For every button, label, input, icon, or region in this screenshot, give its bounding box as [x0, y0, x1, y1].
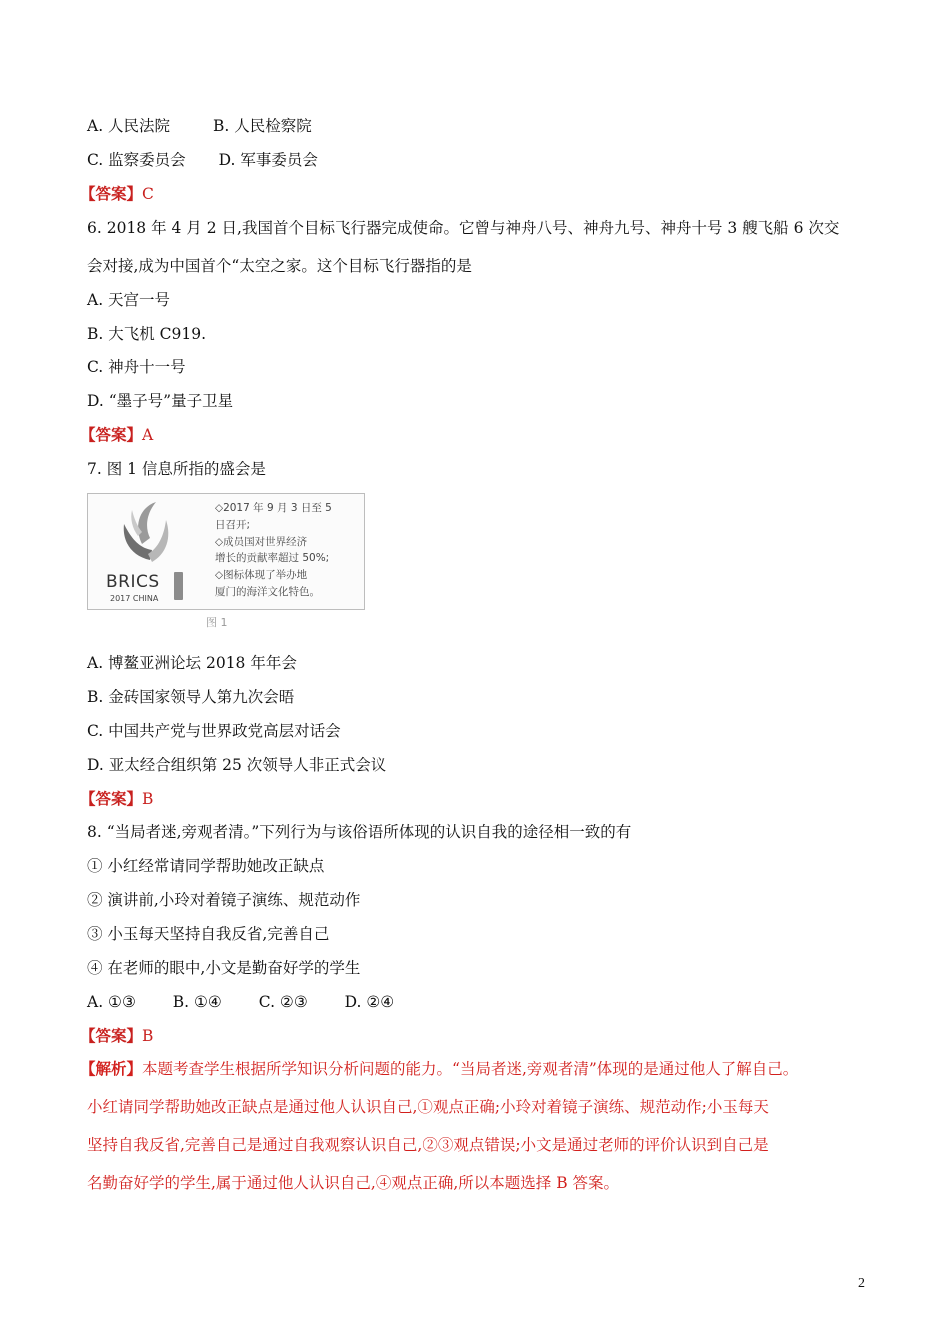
- q5-option-b: B. 人民检察院: [213, 117, 312, 135]
- q8-analysis-line-4: 名勤奋好学的学生,属于通过他人认识自己,④观点正确,所以本题选择 B 答案。: [87, 1174, 620, 1192]
- q5-option-a: A. 人民法院: [87, 117, 171, 135]
- q8-item-2: ② 演讲前,小玲对着镜子演练、规范动作: [87, 891, 361, 909]
- q8-option-c: C. ②③: [258, 993, 308, 1011]
- q8-item-3: ③ 小玉每天坚持自我反省,完善自己: [87, 925, 330, 943]
- answer-value: A: [142, 426, 154, 444]
- q6-option-c: C. 神舟十一号: [87, 358, 186, 376]
- figure-note-line: ◇成员国对世界经济: [215, 535, 308, 548]
- figure-note-line: ◇2017 年 9 月 3 日至 5: [215, 502, 332, 514]
- q8-analysis-line-3: 坚持自我反省,完善自己是通过自我观察认识自己,②③观点错误;小文是通过老师的评价认识到自己是: [87, 1136, 769, 1154]
- answer-value: C: [142, 185, 154, 203]
- analysis-text: 本题考查学生根据所学知识分析问题的能力。“当局者迷,旁观者清”体现的是通过他人了解自己。: [142, 1060, 799, 1078]
- figure-note-line: 增长的贡献率超过 50%;: [215, 552, 330, 565]
- figure-note-line: 日召开;: [215, 518, 251, 531]
- page-number: 2: [858, 1276, 865, 1291]
- analysis-tag: 【解析】: [80, 1059, 143, 1078]
- q5-option-c: C. 监察委员会: [87, 151, 186, 169]
- answer-tag: 【答案】: [80, 425, 143, 444]
- q7-answer: [80, 789, 153, 809]
- figure-note-line: ◇图标体现了举办地: [215, 569, 308, 582]
- q5-option-d: D. 军事委员会: [218, 151, 318, 169]
- q8-analysis-line-2: 小红请同学帮助她改正缺点是通过他人认识自己,①观点正确;小玲对着镜子演练、规范动作;小玉每天: [87, 1098, 769, 1116]
- answer-value: B: [142, 1027, 154, 1045]
- q7-stem: 7. 图 1 信息所指的盛会是: [87, 460, 266, 478]
- q8-item-4: ④ 在老师的眼中,小文是勤奋好学的学生: [87, 959, 361, 977]
- answer-tag: 【答案】: [80, 789, 143, 808]
- q8-stem: 8. “当局者迷,旁观者清。”下列行为与该俗语所体现的认识自我的途径相一致的有: [87, 823, 632, 841]
- brics-logo-icon: [112, 498, 182, 578]
- answer-tag: 【答案】: [80, 1026, 143, 1045]
- q8-answer: [80, 1026, 153, 1046]
- q5-options-row-1: [87, 116, 312, 136]
- figure-caption: 图 1: [206, 616, 228, 629]
- q8-item-1: ① 小红经常请同学帮助她改正缺点: [87, 857, 325, 875]
- q6-option-d: D. “墨子号”量子卫星: [87, 392, 234, 410]
- q6-stem-line-1: 6. 2018 年 4 月 2 日,我国首个目标飞行器完成使命。它曾与神舟八号、神舟九号、神舟十号 3 艘飞船 6 次交: [87, 219, 840, 237]
- seal-stamp: [174, 572, 183, 600]
- q7-option-a: A. 博鳌亚洲论坛 2018 年年会: [87, 654, 297, 672]
- q8-analysis-line-1: [80, 1059, 798, 1079]
- q7-option-b: B. 金砖国家领导人第九次会晤: [87, 688, 295, 706]
- q6-answer: [80, 425, 153, 445]
- figure-note: [215, 500, 363, 601]
- brics-logo-subtext: 2017 CHINA: [110, 594, 159, 603]
- q6-option-a: A. 天宫一号: [87, 291, 171, 309]
- q5-answer: [80, 184, 154, 204]
- answer-tag: 【答案】: [80, 184, 143, 203]
- q6-stem-line-2: 会对接,成为中国首个“太空之家。这个目标飞行器指的是: [87, 257, 472, 275]
- q6-option-b: B. 大飞机 C919.: [87, 325, 207, 343]
- q8-option-a: A. ①③: [87, 993, 136, 1011]
- q8-option-d: D. ②④: [344, 993, 395, 1011]
- q7-option-d: D. 亚太经合组织第 25 次领导人非正式会议: [87, 756, 387, 774]
- figure-1-brics: [87, 493, 365, 610]
- q7-option-c: C. 中国共产党与世界政党高层对话会: [87, 722, 341, 740]
- brics-logo-text: BRICS: [106, 572, 160, 592]
- q5-options-row-2: [87, 150, 318, 170]
- answer-value: B: [142, 790, 154, 808]
- q8-option-b: B. ①④: [172, 993, 222, 1011]
- q8-options: [87, 992, 394, 1012]
- figure-note-line: 厦门的海洋文化特色。: [215, 585, 320, 598]
